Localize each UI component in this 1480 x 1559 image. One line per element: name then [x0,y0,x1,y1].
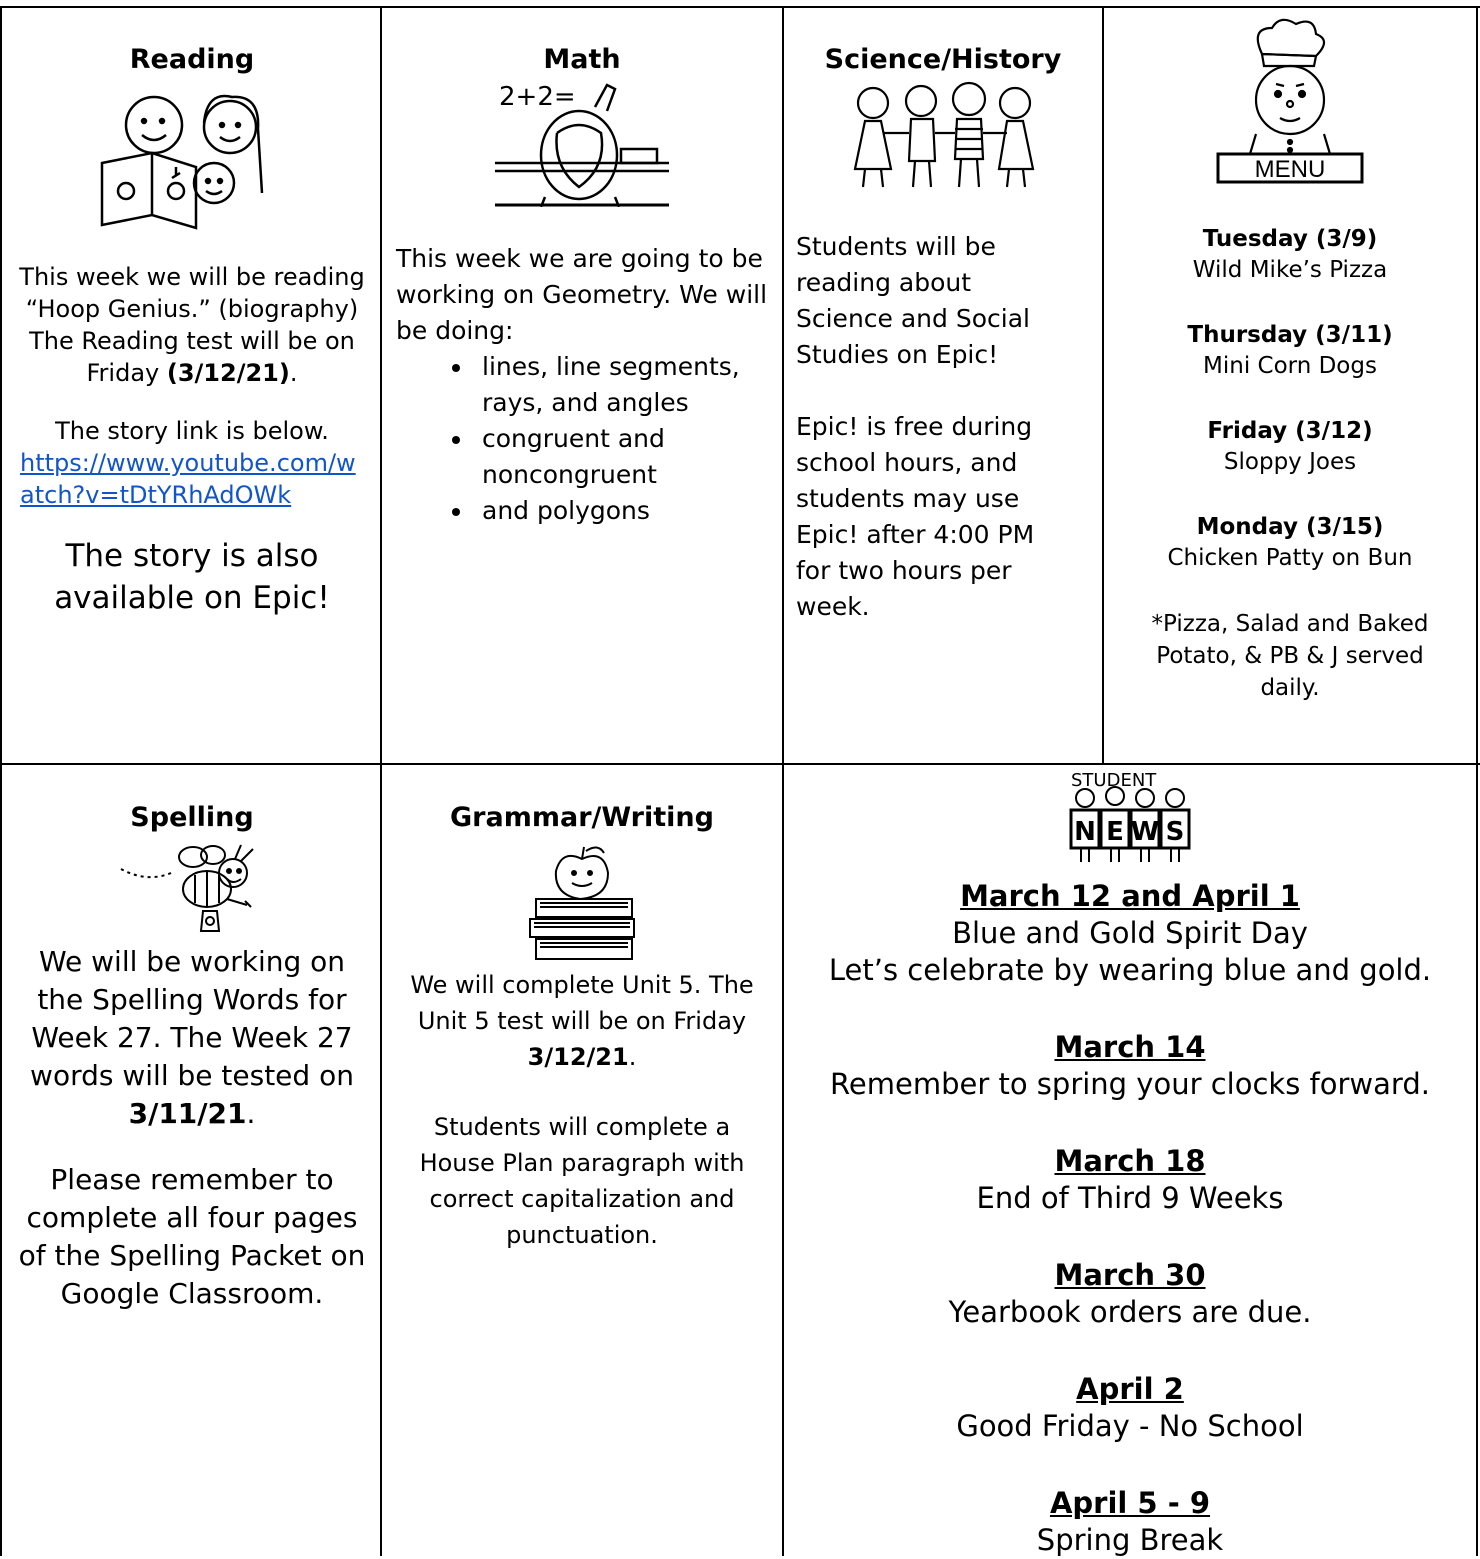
news-logo-top: STUDENT [1071,770,1157,791]
news-event [786,1485,1474,1559]
math-topic: • congruent and noncongruent [474,421,780,493]
news-event [786,1029,1474,1103]
table-col-divider [1102,6,1104,764]
news-event-date: March 30 [1054,1258,1206,1292]
table-border-left [0,6,2,1556]
news-event [786,1143,1474,1217]
chef-menu-icon [1210,14,1370,186]
apple-on-books-icon [522,841,642,965]
math-title: Math [543,44,621,75]
math-topic: • and polygons [474,493,780,529]
news-event-desc: Blue and Gold Spirit Day Let’s celebrate by wearing blue and gold. [828,916,1432,987]
news-event-date: April 2 [1076,1372,1184,1406]
student-news-cell [786,768,1474,1559]
menu-item [1106,512,1474,574]
science-paragraph-1: Students will be reading about Science and Social Studies on Epic! [796,232,1030,369]
table-border-top [0,6,1480,8]
news-event-date: March 12 and April 1 [960,879,1300,913]
menu-food: Mini Corn Dogs [1203,353,1377,379]
family-reading-icon [92,83,292,233]
grammar-cell [384,802,780,1253]
table-row-divider [0,763,1480,765]
reading-test-date: (3/12/21) [166,359,290,387]
reading-cell [6,44,378,619]
spelling-title: Spelling [130,802,254,833]
spelling-cell [6,802,378,1313]
news-logo-letter: E [1106,817,1124,847]
spelling-period: . [246,1097,256,1130]
news-event-desc: Yearbook orders are due. [948,1295,1312,1329]
news-event-date: March 18 [1054,1144,1206,1178]
spelling-test-date: 3/11/21 [128,1097,247,1130]
lunch-menu-cell [1106,14,1474,704]
reading-period: . [289,359,298,387]
math-topic-list [384,349,780,529]
menu-day: Thursday (3/11) [1187,322,1393,348]
science-cell [786,44,1100,625]
table-col-divider [380,6,382,1556]
grammar-period: . [628,1043,637,1071]
spelling-paragraph-1 [6,943,378,1133]
grammar-title: Grammar/Writing [450,802,714,833]
news-event-date: March 14 [1054,1030,1206,1064]
math-topic: • lines, line segments, rays, and angles [474,349,780,421]
grammar-paragraph-1 [384,967,780,1075]
turtle-chalkboard-icon [495,77,669,207]
reading-title: Reading [129,44,255,75]
reading-paragraph: This week we will be reading “Hoop Genius.” (biography) The Reading test will be on Friday [19,263,365,387]
news-event-desc: Spring Break [1036,1523,1224,1557]
story-link[interactable]: https://www.youtube.com/watch?v=tDtYRhAdOWk [20,449,356,509]
news-event-date: April 5 - 9 [1049,1486,1211,1520]
science-paragraph-2: Epic! is free during school hours, and students may use Epic! after 4:00 PM for two hours per week. [796,412,1035,621]
science-title: Science/History [824,44,1062,75]
grammar-paragraph-2: Students will complete a House Plan paragraph with correct capitalization and punctuation. [419,1113,745,1249]
news-event [786,1371,1474,1445]
svg-text:2+2=: 2+2= [499,82,576,112]
reading-link-intro: The story link is below. [55,417,329,445]
menu-item [1106,320,1474,382]
news-event [786,1257,1474,1331]
news-event-desc: Remember to spring your clocks forward. [830,1067,1430,1101]
student-news-icon [1065,768,1195,864]
spelling-paragraph-2: Please remember to complete all four pages of the Spelling Packet on Google Classroom. [18,1163,366,1310]
menu-note: *Pizza, Salad and Baked Potato, & PB & J served daily. [1151,611,1429,701]
menu-list [1106,224,1474,704]
menu-day: Friday (3/12) [1207,418,1373,444]
news-event-desc: Good Friday - No School [956,1409,1304,1443]
spelling-text: We will be working on the Spelling Words for Week 27. The Week 27 words will be tested on [30,945,354,1092]
grammar-text: We will complete Unit 5. The Unit 5 test will be on Friday [410,971,754,1035]
news-event-desc: End of Third 9 Weeks [976,1181,1284,1215]
news-logo-letter: S [1165,817,1185,847]
grammar-test-date: 3/12/21 [527,1043,629,1071]
menu-logo-text: MENU [1254,156,1326,183]
reading-epic-note: The story is also available on Epic! [54,538,330,616]
table-col-divider [782,6,784,1556]
menu-item [1106,416,1474,478]
news-events-list [786,878,1474,1559]
news-logo-letter: W [1130,817,1160,847]
menu-day: Tuesday (3/9) [1202,226,1378,252]
menu-item [1106,224,1474,286]
news-logo-letter: N [1074,817,1096,847]
bee-icon [117,839,267,935]
math-intro: This week we are going to be working on Geometry. We will be doing: [396,244,768,345]
menu-food: Chicken Patty on Bun [1167,545,1413,571]
math-cell [384,44,780,529]
menu-food: Sloppy Joes [1223,449,1357,475]
kids-holding-hands-icon [843,79,1043,189]
menu-day: Monday (3/15) [1196,514,1384,540]
menu-food: Wild Mike’s Pizza [1192,257,1388,283]
news-event [786,878,1474,989]
table-border-right [1476,6,1478,1556]
